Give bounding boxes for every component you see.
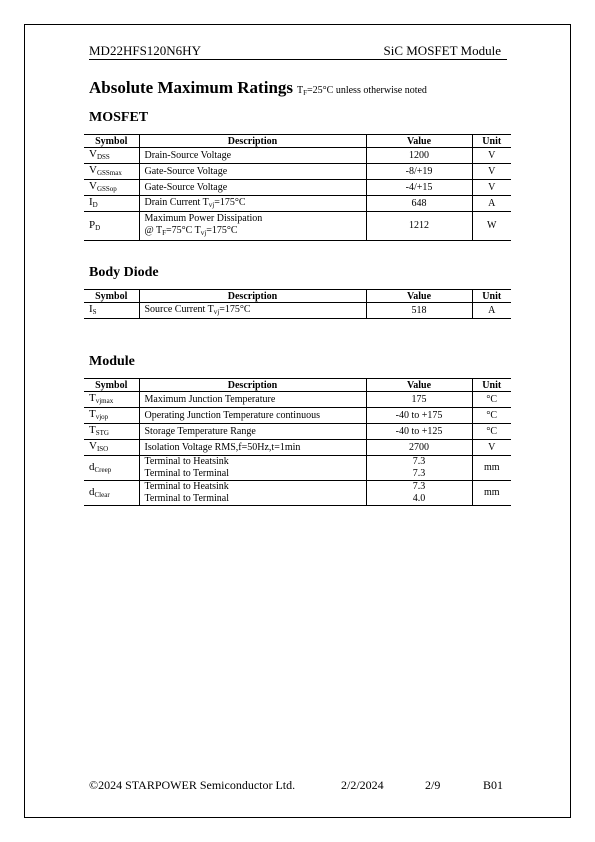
footer-date: 2/2/2024 bbox=[341, 778, 384, 792]
page-header bbox=[89, 41, 507, 60]
value-cell: 175 bbox=[366, 392, 472, 408]
module-heading: Module bbox=[89, 354, 135, 369]
body-diode-heading: Body Diode bbox=[89, 265, 159, 280]
description-cell: Storage Temperature Range bbox=[139, 424, 366, 440]
description-cell: Maximum Power Dissipation @ $T_F=75^\circ C$ $T_{vj}=175^\circ C$ bbox=[139, 212, 366, 241]
value-cell: 7.3 7.3 bbox=[366, 456, 472, 481]
value-cell: -8/+19 bbox=[366, 164, 472, 180]
footer-page-number: 2/9 bbox=[425, 778, 441, 792]
footer-revision: B01 bbox=[483, 778, 504, 792]
value-cell: 7.3 4.0 bbox=[366, 481, 472, 506]
table-row bbox=[84, 456, 511, 481]
description-cell: Drain Current $T_{vj}=175^\circ C$ bbox=[139, 196, 366, 212]
symbol-cell: $P_D$ bbox=[84, 212, 139, 241]
unit-cell: mm bbox=[472, 481, 511, 506]
unit-cell: °C bbox=[472, 392, 511, 408]
table-row bbox=[84, 212, 511, 241]
value-cell: -40 to +175 bbox=[366, 408, 472, 424]
col-description: Description bbox=[139, 135, 366, 148]
unit-cell: V bbox=[472, 180, 511, 196]
table-row bbox=[84, 164, 511, 180]
table-header-row bbox=[84, 290, 511, 303]
body-diode-table bbox=[84, 289, 511, 319]
mosfet-table bbox=[84, 134, 511, 241]
unit-cell: V bbox=[472, 164, 511, 180]
table-row bbox=[84, 424, 511, 440]
unit-cell: V bbox=[472, 440, 511, 456]
module-table bbox=[84, 378, 511, 506]
table-header-row bbox=[84, 379, 511, 392]
col-symbol: Symbol bbox=[84, 290, 139, 303]
description-cell: Drain-Source Voltage bbox=[139, 148, 366, 164]
section-title bbox=[89, 78, 427, 98]
symbol-cell: $V_{GSSop}$ bbox=[84, 180, 139, 196]
title-condition: $T_F=25^\circ C$ unless otherwise noted bbox=[297, 85, 427, 97]
unit-cell: A bbox=[472, 303, 511, 319]
footer-copyright: ©2024 STARPOWER Semiconductor Ltd. bbox=[89, 778, 296, 792]
description-cell: Operating Junction Temperature continuous bbox=[139, 408, 366, 424]
col-symbol: Symbol bbox=[84, 379, 139, 392]
table-row bbox=[84, 196, 511, 212]
col-unit: Unit bbox=[472, 379, 511, 392]
symbol-cell: $V_{DSS}$ bbox=[84, 148, 139, 164]
table-row bbox=[84, 303, 511, 319]
col-value: Value bbox=[366, 135, 472, 148]
unit-cell: mm bbox=[472, 456, 511, 481]
table-row bbox=[84, 481, 511, 506]
table-row bbox=[84, 148, 511, 164]
symbol-cell: $d_{Clear}$ bbox=[84, 481, 139, 506]
col-value: Value bbox=[366, 290, 472, 303]
value-cell: 648 bbox=[366, 196, 472, 212]
unit-cell: A bbox=[472, 196, 511, 212]
symbol-cell: $V_{GSSmax}$ bbox=[84, 164, 139, 180]
table-row bbox=[84, 408, 511, 424]
symbol-cell: $T_{STG}$ bbox=[84, 424, 139, 440]
description-cell: Terminal to Heatsink Terminal to Terminal bbox=[139, 481, 366, 506]
col-description: Description bbox=[139, 290, 366, 303]
col-description: Description bbox=[139, 379, 366, 392]
col-unit: Unit bbox=[472, 135, 511, 148]
symbol-cell: $I_D$ bbox=[84, 196, 139, 212]
value-cell: 1200 bbox=[366, 148, 472, 164]
description-cell: Terminal to Heatsink Terminal to Terminal bbox=[139, 456, 366, 481]
value-cell: 1212 bbox=[366, 212, 472, 241]
part-number: MD22HFS120N6HY bbox=[89, 43, 201, 58]
description-cell: Maximum Junction Temperature bbox=[139, 392, 366, 408]
mosfet-heading: MOSFET bbox=[89, 110, 149, 125]
description-cell: Gate-Source Voltage bbox=[139, 164, 366, 180]
product-type: SiC MOSFET Module bbox=[383, 43, 501, 58]
description-cell: Gate-Source Voltage bbox=[139, 180, 366, 196]
table-row bbox=[84, 180, 511, 196]
symbol-cell: $T_{vjmax}$ bbox=[84, 392, 139, 408]
unit-cell: °C bbox=[472, 408, 511, 424]
col-unit: Unit bbox=[472, 290, 511, 303]
value-cell: -4/+15 bbox=[366, 180, 472, 196]
value-cell: 518 bbox=[366, 303, 472, 319]
table-header-row bbox=[84, 135, 511, 148]
unit-cell: °C bbox=[472, 424, 511, 440]
unit-cell: V bbox=[472, 148, 511, 164]
description-cell: Isolation Voltage RMS,f=50Hz,t=1min bbox=[139, 440, 366, 456]
symbol-cell: $d_{Creep}$ bbox=[84, 456, 139, 481]
value-cell: 2700 bbox=[366, 440, 472, 456]
symbol-cell: $T_{vjop}$ bbox=[84, 408, 139, 424]
col-symbol: Symbol bbox=[84, 135, 139, 148]
col-value: Value bbox=[366, 379, 472, 392]
unit-cell: W bbox=[472, 212, 511, 241]
symbol-cell: $I_S$ bbox=[84, 303, 139, 319]
table-row bbox=[84, 440, 511, 456]
title-main: Absolute Maximum Ratings bbox=[89, 78, 294, 97]
value-cell: -40 to +125 bbox=[366, 424, 472, 440]
symbol-cell: $V_{ISO}$ bbox=[84, 440, 139, 456]
table-row bbox=[84, 392, 511, 408]
description-cell: Source Current $T_{vj}=175^\circ C$ bbox=[139, 303, 366, 319]
